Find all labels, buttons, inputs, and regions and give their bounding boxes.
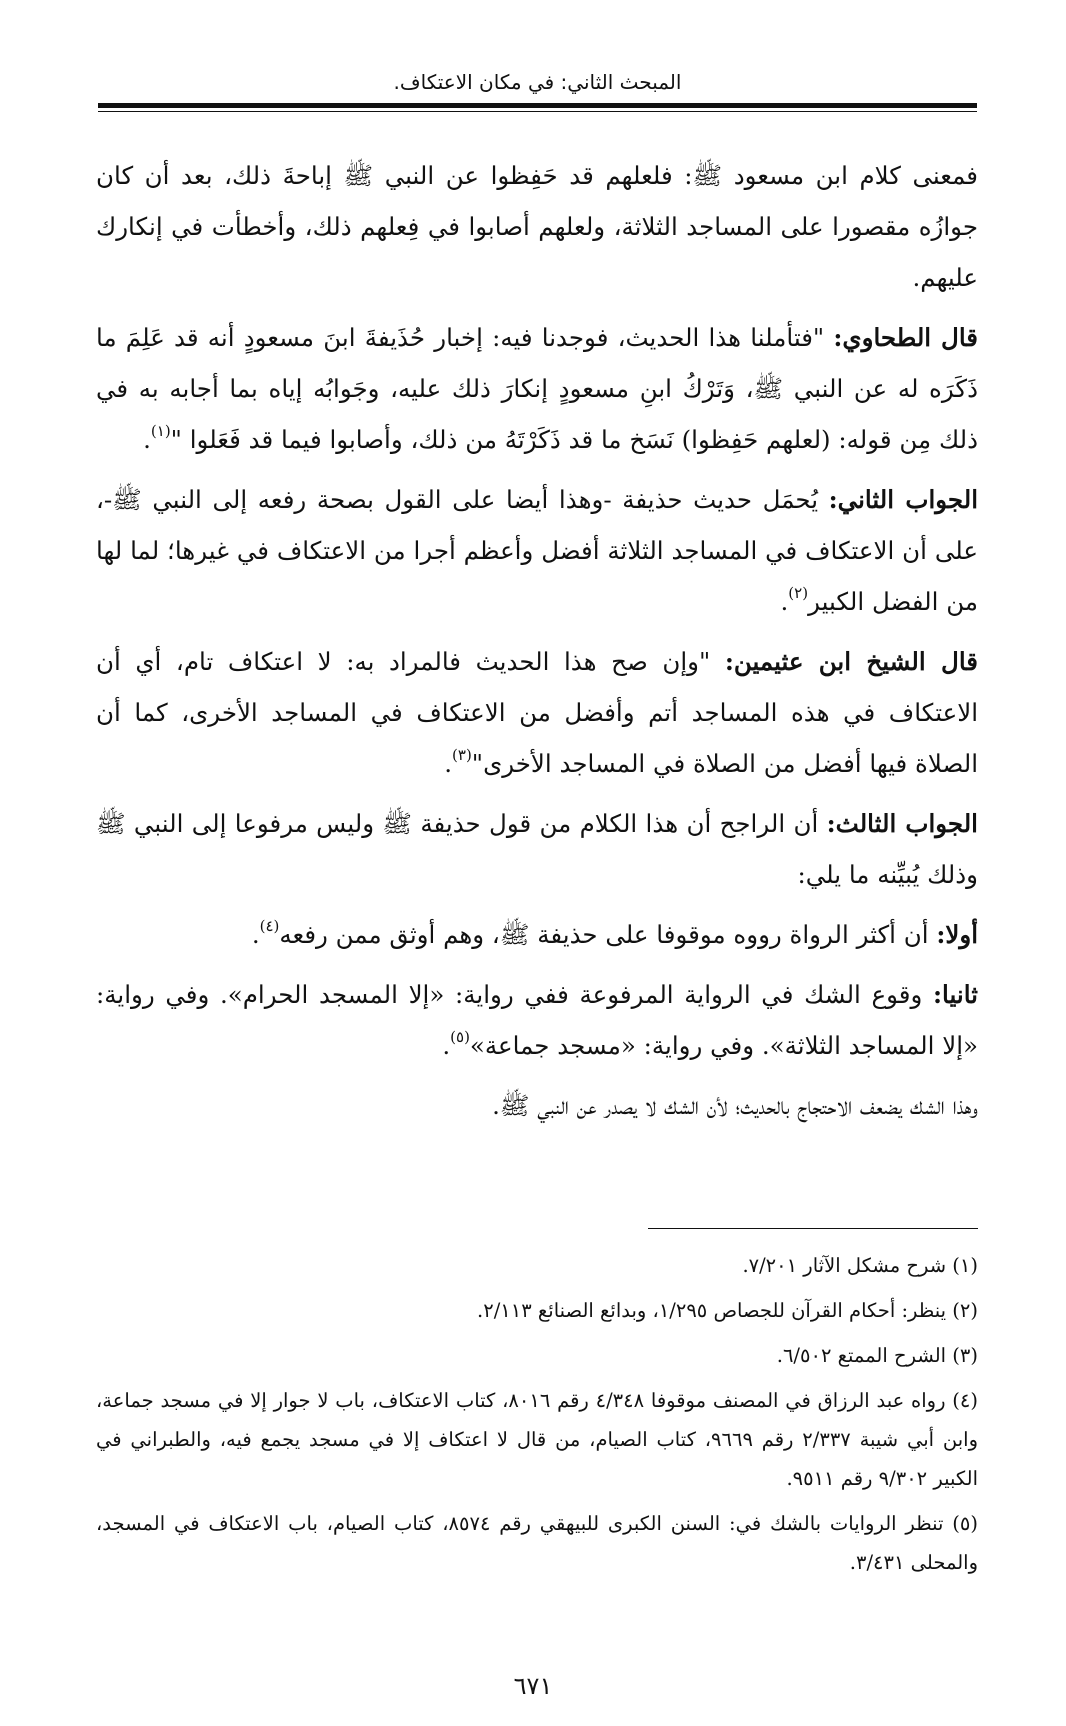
- paragraph-tail: .: [143, 425, 151, 454]
- paragraph-lead: قال الشيخ ابن عثيمين:: [724, 647, 979, 676]
- footnote-ref[interactable]: (٤): [259, 917, 280, 935]
- footnote-ref[interactable]: (٣): [452, 746, 472, 764]
- paragraph-text: يُحمَل حديث حذيفة -وهذا أيضا على القول بصحة رفعه إلى النبي ﷺ-، على أن الاعتكاف في المساجد الثلاثة أفضل وأعظم أجرا من الاعتكاف في غيرها؛ لما لها من الفضل الكبير: [96, 485, 978, 616]
- page-number: ٦٧١: [513, 1672, 553, 1700]
- paragraph-text: وهذا الشك يضعف الاحتجاج بالحديث؛ لأن الشك لا يصدر عن النبي ﷺ.: [492, 1091, 978, 1120]
- paragraph-lead: الجواب الثالث:: [826, 809, 978, 838]
- paragraph: [96, 969, 978, 1071]
- running-header: المبحث الثاني: في مكان الاعتكاف.: [393, 70, 682, 94]
- paragraph: [96, 909, 978, 960]
- paragraph-tail: .: [251, 920, 260, 949]
- paragraph: [96, 150, 978, 303]
- paragraph: [96, 1080, 978, 1131]
- paragraph-text: فمعنى كلام ابن مسعود ﷺ: فلعلهم قد حَفِظوا عن النبي ﷺ إباحةَ ذلك، بعد أن كان جوازُه مقصورا على المساجد الثلاثة، ولعلهم أصابوا في فِعلهم ذلك، وأخطأت في إنكارك عليهم.: [96, 161, 978, 292]
- main-text: [96, 150, 978, 1140]
- paragraph: [96, 312, 978, 465]
- footnote-ref[interactable]: (٢): [788, 584, 809, 602]
- footnote: (٣) الشرح الممتع ٦/٥٠٢.: [776, 1344, 978, 1367]
- footnote: (٤) رواه عبد الرزاق في المصنف موقوفا ٤/٣٤٨ رقم ٨٠١٦، كتاب الاعتكاف، باب لا جوار إلا في مسجد جماعة، وابن أبي شيبة ٢/٣٣٧ رقم ٩٦٦٩، كتاب الصيام، من قال لا اعتكاف إلا في مسجد يجمع فيه، والطبراني في الكبير ٩/٣٠٢ رقم ٩٥١١.: [96, 1389, 979, 1490]
- paragraph-text: وقوع الشك في الرواية المرفوعة ففي رواية: «إلا المسجد الحرام». وفي رواية: «إلا المساجد الثلاثة». وفي رواية: «مسجد جماعة»: [96, 980, 978, 1060]
- paragraph: [96, 636, 978, 789]
- paragraph-text: أن الراجح أن هذا الكلام من قول حذيفة ﷺ وليس مرفوعا إلى النبي ﷺ وذلك يُبيِّنه ما يلي:: [96, 809, 978, 889]
- paragraph-lead: قال الطحاوي:: [833, 323, 978, 352]
- header-rule-thick: [98, 103, 977, 108]
- paragraph-lead: ثانيا:: [932, 980, 978, 1009]
- footnote: (١) شرح مشكل الآثار ٧/٢٠١.: [742, 1254, 978, 1277]
- paragraph-text: "فتأملنا هذا الحديث، فوجدنا فيه: إخبار حُذَيفةَ ابنَ مسعودٍ أنه قد عَلِمَ ما ذَكَرَه له عن النبي ﷺ، وَتَرْكُ ابنِ مسعودٍ إنكارَ ذلك عليه، وجَوابُه إياه بما أجابه به في ذلك مِن قوله: (لعلهم حَفِظوا) نَسَخ ما قد ذَكَرْتَهُ من ذلك، وأصابوا فيما قد فَعَلوا ": [96, 323, 978, 454]
- footnote-ref[interactable]: (١): [150, 422, 171, 440]
- footnote: (٢) ينظر: أحكام القرآن للجصاص ١/٢٩٥، وبدائع الصنائع ٢/١١٣.: [477, 1299, 978, 1322]
- footnote-ref[interactable]: (٥): [450, 1028, 470, 1046]
- header-rule-thin: [98, 111, 977, 112]
- paragraph-text: أن أكثر الرواة رووه موقوفا على حذيفة ﷺ، وهم أوثق ممن رفعه: [279, 920, 937, 949]
- footnote-separator: [648, 1228, 978, 1229]
- footnotes: [96, 1246, 978, 1588]
- footnote: (٥) تنظر الروايات بالشك في: السنن الكبرى للبيهقي رقم ٨٥٧٤، كتاب الصيام، باب الاعتكاف في المسجد، والمحلى ٣/٤٣١.: [96, 1512, 978, 1574]
- paragraph-text: "وإن صح هذا الحديث فالمراد به: لا اعتكاف تام، أي أن الاعتكاف في هذه المساجد أتم وأفضل من الاعتكاف في المساجد الأخرى، كما أن الصلاة فيها أفضل من الصلاة في المساجد الأخرى": [96, 647, 978, 778]
- paragraph-tail: .: [780, 587, 789, 616]
- paragraph: [96, 798, 978, 900]
- paragraph-tail: .: [442, 1031, 451, 1060]
- paragraph-tail: .: [444, 749, 453, 778]
- paragraph-lead: أولا:: [936, 920, 978, 949]
- paragraph: [96, 474, 978, 627]
- paragraph-lead: الجواب الثاني:: [828, 485, 978, 514]
